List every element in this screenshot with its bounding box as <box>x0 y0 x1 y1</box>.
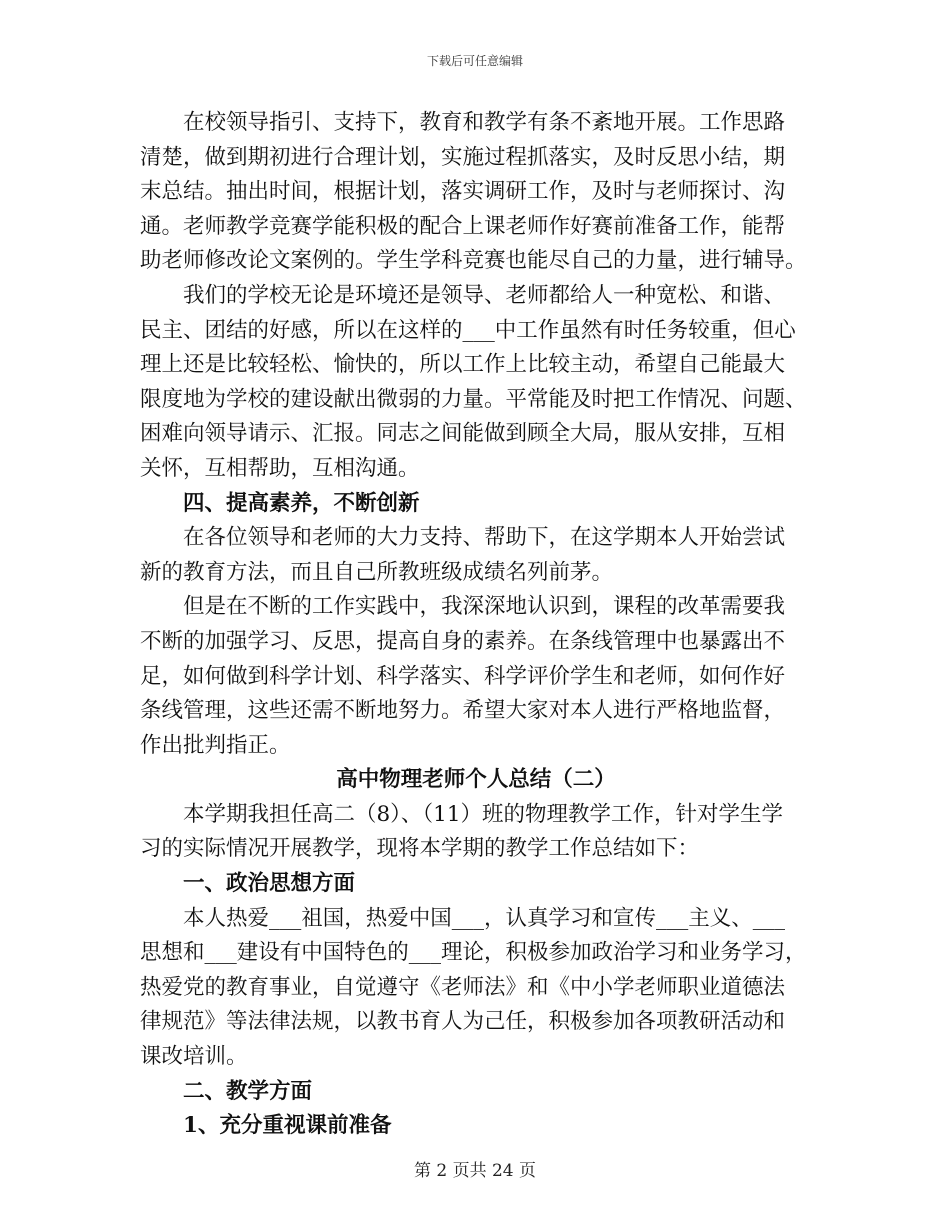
section-heading: 1、充分重视课前准备 <box>183 1113 392 1139</box>
paragraph-line: 助老师修改论文案例的。学生学科竞赛也能尽自己的力量，进行辅导。 <box>140 248 807 274</box>
paragraph-line: 我们的学校无论是环境还是领导、老师都给人一种宽松、和谐、 <box>183 282 786 308</box>
paragraph-line: 困难向领导请示、汇报。同志之间能做到顾全大局，服从安排，互相 <box>140 421 786 447</box>
paragraph-line: 课改培训。 <box>140 1044 248 1070</box>
paragraph-line: 习的实际情况开展教学，现将本学期的教学工作总结如下： <box>140 836 700 862</box>
paragraph-line: 在各位领导和老师的大力支持、帮助下，在这学期本人开始尝试 <box>183 525 786 551</box>
section-heading: 二、教学方面 <box>183 1078 313 1104</box>
section-heading: 四、提高素养，不断创新 <box>183 490 420 516</box>
paragraph-line: 但是在不断的工作实践中，我深深地认识到，课程的改革需要我 <box>183 594 786 620</box>
paragraph-line: 新的教育方法，而且自己所教班级成绩名列前茅。 <box>140 559 614 585</box>
paragraph-line: 足，如何做到科学计划、科学落实、科学评价学生和老师，如何作好 <box>140 663 786 689</box>
paragraph-line: 本学期我担任高二（8）、（11）班的物理教学工作，针对学生学 <box>183 801 784 827</box>
page-header: 下载后可任意编辑 <box>426 54 523 68</box>
paragraph-line: 热爱党的教育事业，自觉遵守《老师法》和《中小学老师职业道德法 <box>140 974 786 1000</box>
paragraph-line: 作出批判指正。 <box>140 732 291 758</box>
paragraph-line: 通。老师教学竞赛学能积极的配合上课老师作好赛前准备工作，能帮 <box>140 213 786 239</box>
paragraph-line: 清楚，做到期初进行合理计划，实施过程抓落实，及时反思小结，期 <box>140 144 786 170</box>
paragraph-line: 本人热爱___祖国，热爱中国___，认真学习和宣传___主义、___ <box>183 905 786 931</box>
section-heading: 一、政治思想方面 <box>183 871 356 897</box>
paragraph-line: 关怀，互相帮助，互相沟通。 <box>140 455 420 481</box>
paragraph-line: 思想和___建设有中国特色的___理论，积极参加政治学习和业务学习， <box>140 940 807 966</box>
paragraph-line: 末总结。抽出时间，根据计划，落实调研工作，及时与老师探讨、沟 <box>140 179 786 205</box>
paragraph-line: 律规范》等法律法规，以教书育人为己任，积极参加各项教研活动和 <box>140 1009 786 1035</box>
section-title: 高中物理老师个人总结（二） <box>336 767 616 793</box>
document-body <box>140 106 812 1144</box>
paragraph-line: 不断的加强学习、反思，提高自身的素养。在条线管理中也暴露出不 <box>140 628 786 654</box>
paragraph-line: 民主、团结的好感，所以在这样的___中工作虽然有时任务较重，但心 <box>140 317 796 343</box>
paragraph-line: 限度地为学校的建设献出微弱的力量。平常能及时把工作情况、问题、 <box>140 386 807 412</box>
paragraph-line: 条线管理，这些还需不断地努力。希望大家对本人进行严格地监督， <box>140 698 786 724</box>
page-footer: 第 2 页共 24 页 <box>413 1161 537 1181</box>
paragraph-line: 理上还是比较轻松、愉快的，所以工作上比较主动，希望自己能最大 <box>140 352 786 378</box>
paragraph-line: 在校领导指引、支持下，教育和教学有条不紊地开展。工作思路 <box>183 110 786 135</box>
